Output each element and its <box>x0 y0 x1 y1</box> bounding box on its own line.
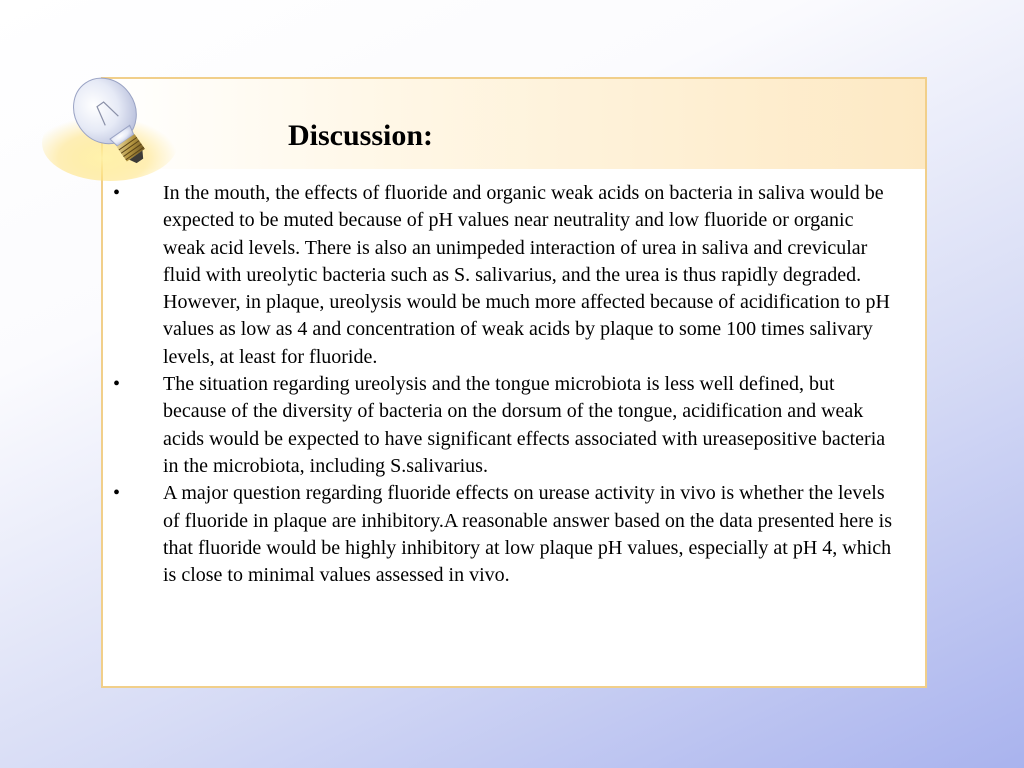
bullet-list <box>108 180 898 589</box>
list-item <box>108 371 898 480</box>
list-item <box>108 180 898 371</box>
bullet-text: In the mouth, the effects of fluoride and organic weak acids on bacteria in saliva would be expected to be muted because of pH values near neutrality and low fluoride or organic weak acid levels. There is also an unimpeded interaction of urea in saliva and crevicular fluid with ureolytic bacteria such as S. salivarius, and the urea is thus rapidly degraded. However, in plaque, ureolysis would be much more affected because of acidification to pH values as low as 4 and concentration of weak acids by plaque to some 100 times salivary levels, at least for fluoride. <box>163 182 890 368</box>
list-item <box>108 480 898 589</box>
bullet-text: The situation regarding ureolysis and the tongue microbiota is less well defined, but because of the diversity of bacteria on the dorsum of the tongue, acidification and weak acids would be expected to have significant effects associated with ureasepositive bacteria in the microbiota, including S.salivarius. <box>163 373 886 477</box>
bullet-marker: • <box>113 182 121 204</box>
slide-title: Discussion: <box>288 119 434 152</box>
bullet-marker: • <box>113 482 121 505</box>
panel-header-band <box>103 79 925 169</box>
lightbulb-icon <box>40 55 220 185</box>
bullet-text: A major question regarding fluoride effects on urease activity in vivo is whether the levels of fluoride in plaque are inhibitory.A reasonable answer based on the data presented here is that fluoride would be highly inhibitory at low plaque pH values, especially at pH 4, which is close to minimal values assessed in vivo. <box>163 482 892 587</box>
bullet-marker: • <box>113 373 121 396</box>
